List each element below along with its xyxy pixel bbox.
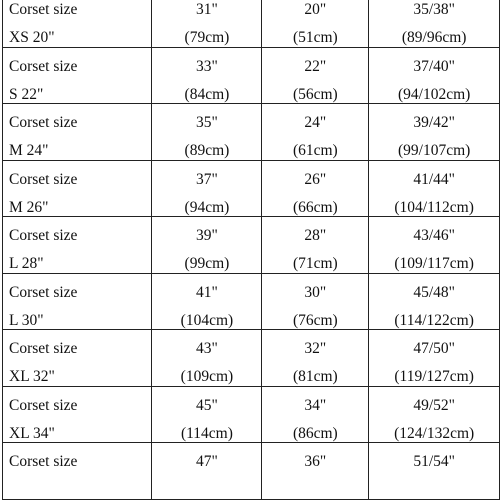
bust-cell: [152, 217, 262, 274]
hips-cm: (89/96cm): [401, 29, 467, 46]
hips-inches: 51/54": [413, 453, 455, 470]
waist-cell: [262, 104, 369, 161]
hips-inches: 39/42": [413, 114, 455, 131]
size-label-text: Corset size: [9, 453, 78, 470]
hips-cell: [369, 443, 500, 500]
size-label-cell: [3, 160, 152, 217]
hips-cell: [369, 160, 500, 217]
bust-cell: [152, 160, 262, 217]
size-value-text: M 26": [9, 198, 49, 216]
bust-inches: 41": [196, 283, 218, 301]
table-row: [3, 386, 500, 443]
bust-cm: (114cm): [180, 424, 233, 442]
waist-cm: (71cm): [292, 255, 338, 272]
bust-inches: 37": [196, 170, 218, 188]
size-value-text: S 22": [9, 85, 44, 103]
hips-cell: [369, 273, 500, 330]
waist-inches: 24": [304, 114, 327, 131]
waist-inches: 22": [304, 57, 327, 75]
bust-cm: (84cm): [184, 85, 230, 103]
size-value-text: XL 32": [9, 368, 55, 385]
waist-cell: [262, 47, 369, 104]
size-label-text: Corset size: [9, 227, 78, 244]
waist-inches: 20": [304, 1, 327, 18]
waist-inches: 28": [304, 227, 327, 244]
hips-inches: 49/52": [413, 396, 455, 414]
bust-cell: [152, 0, 262, 47]
size-value-text: L 30": [9, 311, 44, 329]
bust-cell: [152, 330, 262, 387]
size-label-cell: [3, 217, 152, 274]
hips-cm: (109/117cm): [394, 255, 474, 272]
hips-cm: (124/132cm): [394, 424, 475, 442]
bust-cm: (79cm): [184, 29, 230, 46]
size-value-text: M 24": [9, 142, 49, 159]
bust-cell: [152, 273, 262, 330]
bust-cm: (89cm): [184, 142, 230, 159]
waist-cm: (86cm): [292, 424, 338, 442]
table-row: [3, 443, 500, 500]
waist-cell: [262, 160, 369, 217]
table-row: [3, 273, 500, 330]
size-label-cell: [3, 386, 152, 443]
size-label-cell: [3, 330, 152, 387]
hips-cell: [369, 330, 500, 387]
bust-cell: [152, 104, 262, 161]
hips-cell: [369, 0, 500, 47]
waist-cm: (51cm): [292, 29, 338, 46]
bust-inches: 33": [196, 57, 218, 75]
size-label-text: Corset size: [9, 114, 78, 131]
hips-inches: 47/50": [413, 340, 455, 357]
size-label-cell: [3, 0, 152, 47]
hips-inches: 35/38": [413, 1, 455, 18]
hips-cm: (114/122cm): [394, 311, 474, 329]
table-row: [3, 160, 500, 217]
table-row: [3, 104, 500, 161]
size-value-text: XS 20": [9, 29, 55, 46]
waist-cell: [262, 386, 369, 443]
waist-inches: 34": [304, 396, 327, 414]
table-row: [3, 0, 500, 47]
bust-cell: [152, 47, 262, 104]
bust-inches: 31": [196, 1, 218, 18]
table-row: [3, 47, 500, 104]
waist-cell: [262, 330, 369, 387]
bust-inches: 35": [196, 114, 218, 131]
bust-cell: [152, 386, 262, 443]
hips-cm: (94/102cm): [397, 85, 471, 103]
bust-cm: (104cm): [180, 311, 234, 329]
waist-cm: (61cm): [292, 142, 338, 159]
bust-cm: (109cm): [180, 368, 234, 385]
bust-inches: 39": [196, 227, 218, 244]
hips-inches: 41/44": [413, 170, 455, 188]
size-label-cell: [3, 273, 152, 330]
size-value-text: L 28": [9, 255, 44, 272]
hips-cell: [369, 217, 500, 274]
size-label-cell: [3, 443, 152, 500]
size-label-text: Corset size: [9, 1, 78, 18]
bust-cell: [152, 443, 262, 500]
hips-cm: (119/127cm): [394, 368, 474, 385]
waist-cm: (56cm): [292, 85, 338, 103]
table-row: [3, 330, 500, 387]
waist-inches: 26": [304, 170, 327, 188]
waist-cell: [262, 0, 369, 47]
waist-cell: [262, 217, 369, 274]
hips-inches: 37/40": [413, 57, 455, 75]
bust-inches: 43": [196, 340, 218, 357]
waist-cell: [262, 443, 369, 500]
hips-cm: (99/107cm): [397, 142, 471, 159]
bust-cm: (94cm): [184, 198, 230, 216]
hips-cell: [369, 47, 500, 104]
size-value-text: XL 34": [9, 424, 55, 442]
bust-inches: 47": [196, 453, 218, 470]
waist-inches: 36": [304, 453, 327, 470]
hips-inches: 45/48": [413, 283, 455, 301]
waist-inches: 30": [304, 283, 327, 301]
waist-cell: [262, 273, 369, 330]
waist-cm: (81cm): [292, 368, 338, 385]
size-label-cell: [3, 104, 152, 161]
size-label-cell: [3, 47, 152, 104]
waist-inches: 32": [304, 340, 327, 357]
waist-cm: (76cm): [292, 311, 338, 329]
corset-size-table: [2, 0, 500, 500]
hips-cell: [369, 386, 500, 443]
hips-cm: (104/112cm): [394, 198, 474, 216]
size-label-text: Corset size: [9, 57, 78, 75]
bust-inches: 45": [196, 396, 218, 414]
waist-cm: (66cm): [292, 198, 338, 216]
size-label-text: Corset size: [9, 283, 78, 301]
table-row: [3, 217, 500, 274]
bust-cm: (99cm): [184, 255, 230, 272]
size-label-text: Corset size: [9, 170, 78, 188]
size-label-text: Corset size: [9, 396, 78, 414]
hips-inches: 43/46": [413, 227, 455, 244]
size-label-text: Corset size: [9, 340, 78, 357]
hips-cell: [369, 104, 500, 161]
